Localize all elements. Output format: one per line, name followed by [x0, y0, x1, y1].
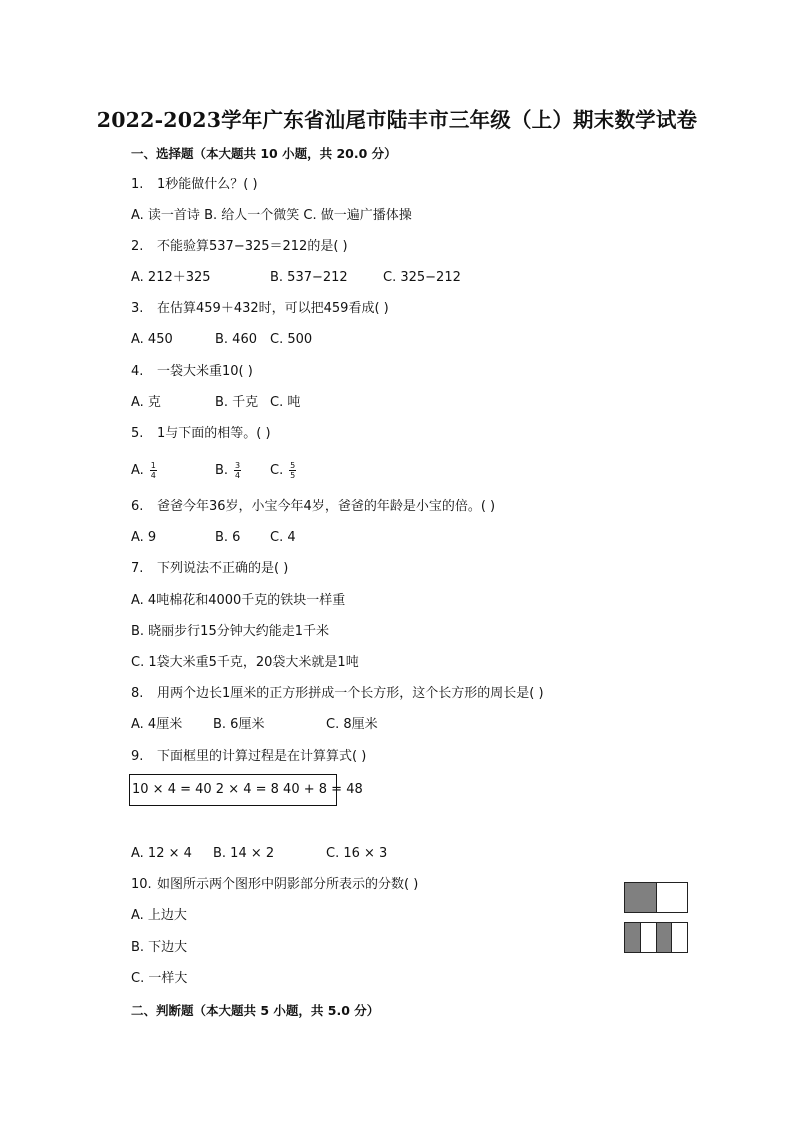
option-c: C. 325−212 — [383, 270, 461, 285]
options-q5 — [131, 456, 731, 482]
option-b: B. 晓丽步行15分钟大约能走1千米 — [131, 624, 329, 639]
question-number: 4. — [131, 364, 144, 379]
question-number: 10. — [131, 877, 152, 892]
options-q4 — [131, 395, 731, 411]
option-c: C. 8厘米 — [326, 717, 378, 732]
option-a — [131, 461, 157, 480]
option-c: C. 做一遍广播体操 — [303, 208, 412, 223]
numerator: 5 — [290, 461, 296, 470]
question-2 — [131, 239, 348, 255]
question-7 — [131, 561, 288, 577]
option-c — [270, 461, 296, 480]
question-5 — [131, 426, 271, 442]
unshaded-part — [640, 923, 656, 952]
question-stem: 下面框里的计算过程是在计算算式( ) — [157, 749, 367, 764]
option-b-label: B. — [215, 463, 229, 478]
unshaded-part — [656, 883, 688, 912]
question-stem: 如图所示两个图形中阴影部分所表示的分数( ) — [157, 877, 419, 892]
option-c: C. 吨 — [270, 395, 301, 410]
option-b: B. 6 — [215, 530, 241, 545]
option-b: B. 给人一个微笑 — [204, 208, 300, 223]
question-9 — [131, 749, 366, 765]
question-number: 9. — [131, 749, 144, 764]
calculation-box: 10 × 4 = 40 2 × 4 = 8 40 + 8 = 48 — [129, 774, 337, 806]
question-stem: 不能验算537−325＝212的是( ) — [157, 239, 348, 254]
option-a: A. 4厘米 — [131, 717, 183, 732]
option-a: A. 4吨棉花和4000千克的铁块一样重 — [131, 593, 346, 608]
option-c: C. 500 — [270, 332, 313, 347]
option-b: B. 537−212 — [270, 270, 348, 285]
question-3 — [131, 301, 389, 317]
question-stem: 下列说法不正确的是( ) — [157, 561, 289, 576]
fraction-figure-top — [624, 882, 688, 913]
shaded-part — [625, 883, 656, 912]
options-q6 — [131, 530, 731, 546]
option-a: A. 读一首诗 — [131, 208, 200, 223]
question-6 — [131, 499, 495, 515]
question-stem: 一袋大米重10( ) — [157, 364, 253, 379]
question-number: 3. — [131, 301, 144, 316]
question-number: 7. — [131, 561, 144, 576]
shaded-part — [656, 923, 672, 952]
denominator: 5 — [290, 471, 296, 480]
option-c: C. 16 × 3 — [326, 846, 388, 861]
option-b: B. 6厘米 — [213, 717, 265, 732]
question-4 — [131, 364, 253, 380]
question-8 — [131, 686, 544, 702]
option-a: A. 12 × 4 — [131, 846, 192, 861]
question-number: 8. — [131, 686, 144, 701]
denominator: 4 — [150, 471, 156, 480]
question-number: 6. — [131, 499, 144, 514]
option-b: B. 下边大 — [131, 940, 188, 955]
option-b — [215, 461, 241, 480]
numerator: 1 — [150, 461, 156, 470]
page-title: 2022-2023学年广东省汕尾市陆丰市三年级（上）期末数学试卷 — [96, 108, 698, 132]
question-number: 2. — [131, 239, 144, 254]
question-number: 5. — [131, 426, 144, 441]
fraction — [150, 461, 157, 480]
section-heading-judgement: 二、判断题（本大题共 5 小题，共 5.0 分） — [131, 1003, 380, 1018]
numerator: 3 — [235, 461, 241, 470]
option-a: A. 212＋325 — [131, 270, 211, 285]
option-c: C. 4 — [270, 530, 296, 545]
denominator: 4 — [235, 471, 241, 480]
question-stem: 在估算459＋432时，可以把459看成( ) — [157, 301, 389, 316]
options-q1 — [131, 208, 412, 224]
question-1 — [131, 177, 258, 193]
option-a: A. 克 — [131, 395, 161, 410]
option-a: A. 上边大 — [131, 908, 187, 923]
option-a: A. 450 — [131, 332, 173, 347]
option-c: C. 1袋大米重5千克，20袋大米就是1吨 — [131, 655, 359, 670]
option-c-label: C. — [270, 463, 284, 478]
options-q3 — [131, 332, 731, 348]
options-q8 — [131, 717, 731, 733]
section-heading-choice: 一、选择题（本大题共 10 小题，共 20.0 分） — [131, 146, 397, 161]
option-b: B. 460 — [215, 332, 257, 347]
question-number: 1. — [131, 177, 144, 192]
option-b: B. 千克 — [215, 395, 259, 410]
shaded-part — [625, 923, 640, 952]
question-stem: 用两个边长1厘米的正方形拼成一个长方形，这个长方形的周长是( ) — [157, 686, 544, 701]
options-q9 — [131, 846, 731, 862]
question-10 — [131, 877, 418, 893]
option-b: B. 14 × 2 — [213, 846, 275, 861]
option-a: A. 9 — [131, 530, 157, 545]
option-a-label: A. — [131, 463, 144, 478]
unshaded-part — [671, 923, 687, 952]
option-c: C. 一样大 — [131, 971, 188, 986]
question-stem: 1秒能做什么？( ) — [157, 177, 258, 192]
fraction-figure-bottom — [624, 922, 688, 953]
question-stem: 爸爸今年36岁，小宝今年4岁，爸爸的年龄是小宝的倍。( ) — [157, 499, 496, 514]
options-q2 — [131, 270, 731, 286]
fraction — [234, 461, 241, 480]
fraction — [289, 461, 296, 480]
question-stem: 1与下面的相等。( ) — [157, 426, 271, 441]
